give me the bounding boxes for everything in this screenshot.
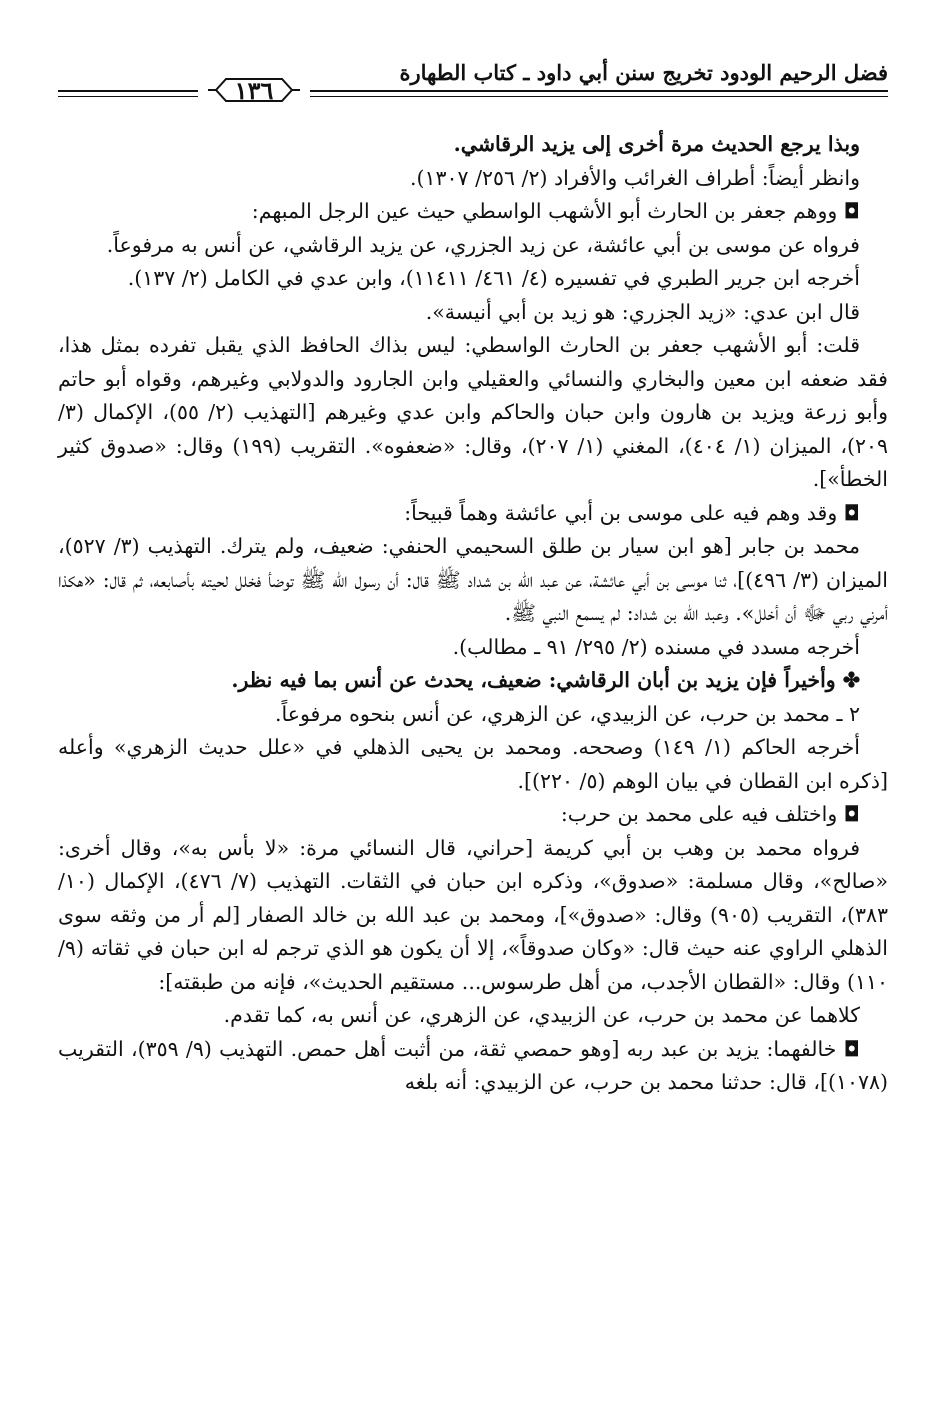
page-body bbox=[58, 128, 888, 1100]
paragraph: ◘ وقد وهم فيه على موسى بن أبي عائشة وهماً قبيحاً: bbox=[404, 500, 860, 525]
paragraph: أخرجه مسدد في مسنده (٢/ ٢٩٥/ ٩١ ـ مطالب). bbox=[452, 634, 860, 659]
paragraph: وبذا يرجع الحديث مرة أخرى إلى يزيد الرقاشي. bbox=[453, 132, 860, 156]
running-title: فضل الرحيم الودود تخريج سنن أبي داود ـ كتاب الطهارة bbox=[399, 60, 888, 85]
header-rule-bottom bbox=[58, 96, 888, 97]
paragraph: ◘ خالفهما: يزيد بن عبد ربه [وهو حمصي ثقة، من أثبت أهل حمص. التهذيب (٩/ ٣٥٩)، التقريب (١٠٧٨)]، قال: حدثنا محمد بن حرب، عن الزبيدي: أنه بلغه bbox=[58, 1036, 888, 1094]
paragraph: قال ابن عدي: «زيد الجزري: هو زيد بن أبي أنيسة». bbox=[425, 299, 860, 324]
header-rule-top bbox=[58, 90, 888, 92]
paragraph: أخرجه الحاكم (١/ ١٤٩) وصححه. ومحمد بن يحيى الذهلي في «علل حديث الزهري» وأعله [ذكره ابن القطان في بيان الوهم (٥/ ٢٢٠)]. bbox=[58, 735, 888, 793]
page-number-badge bbox=[206, 74, 302, 106]
paragraph: ◘ ووهم جعفر بن الحارث أبو الأشهب الواسطي حيث عين الرجل المبهم: bbox=[251, 199, 860, 223]
paragraph: ✤ وأخيراً فإن يزيد بن أبان الرقاشي: ضعيف، يحدث عن أنس بما فيه نظر. bbox=[231, 668, 860, 692]
paragraph: أخرجه ابن جرير الطبري في تفسيره (٤/ ٤٦١/ ١١٤١١)، وابن عدي في الكامل (٢/ ١٣٧). bbox=[127, 266, 860, 290]
page-header bbox=[58, 56, 888, 108]
paragraph: محمد بن جابر [هو ابن سيار بن طلق السحيمي الحنفي: ضعيف، ولم يترك. التهذيب (٣/ ٥٢٧)، الميزان (٣/ ٤٩٦)]، ثنا موسى بن أبي عائشة، عن عبد الله بن شداد ﷺ قال: أن رسول الله ﷺ توضأ فخلل لحيته بأصابعه، ثم قال: «هكذا أمرني ربي ﷻ أن أخلل». وعبد الله بن شداد: لم يسمع النبي ﷺ. bbox=[58, 534, 888, 625]
paragraph: ٢ ـ محمد بن حرب، عن الزبيدي، عن الزهري، عن أنس بنحوه مرفوعاً. bbox=[274, 701, 860, 726]
paragraph: كلاهما عن محمد بن حرب، عن الزبيدي، عن الزهري، عن أنس به، كما تقدم. bbox=[223, 1003, 860, 1027]
page-number: ١٣٦ bbox=[234, 75, 274, 105]
paragraph: فرواه عن موسى بن أبي عائشة، عن زيد الجزري، عن يزيد الرقاشي، عن أنس به مرفوعاً. bbox=[106, 232, 860, 257]
paragraph: وانظر أيضاً: أطراف الغرائب والأفراد (٢/ ٢٥٦/ ١٣٠٧). bbox=[409, 165, 860, 190]
paragraph: ◘ واختلف فيه على محمد بن حرب: bbox=[560, 802, 860, 826]
paragraph: فرواه محمد بن وهب بن أبي كريمة [حراني، قال النسائي مرة: «لا بأس به»، وقال أخرى: «صالح»، وقال مسلمة: «صدوق»، وذكره ابن حبان في الثقات. التهذيب (٧/ ٤٧٦)، الإكمال (١٠/ ٣٨٣)، التقريب (٩٠٥) وقال: «صدوق»]، ومحمد بن عبد الله بن خالد الصفار [لم أر من وثقه سوى الذهلي الراوي عنه حيث قال: «وكان صدوقاً»، إلا أن يكون هو الذي ترجم له ابن حبان في ثقاته (٩/ ١١٠) وقال: «القطان الأجدب، من أهل طرسوس... مستقيم الحديث»، فإنه من طبقته]: bbox=[58, 835, 888, 994]
paragraph: قلت: أبو الأشهب جعفر بن الحارث الواسطي: ليس بذاك الحافظ الذي يقبل تفرده بمثل هذا، فقد ضعفه ابن معين والبخاري والنسائي والعقيلي وابن الجارود والدولابي وغيرهم، وقواه أبو حاتم وأبو زرعة ويزيد بن هارون وابن حبان والحاكم وابن عدي وغيرهم [التهذيب (٢/ ٥٥)، الإكمال (٣/ ٢٠٩)، الميزان (١/ ٤٠٤)، المغني (١/ ٢٠٧)، وقال: «ضعفوه». التقريب (١٩٩) وقال: «صدوق كثير الخطأ»]. bbox=[58, 333, 889, 491]
